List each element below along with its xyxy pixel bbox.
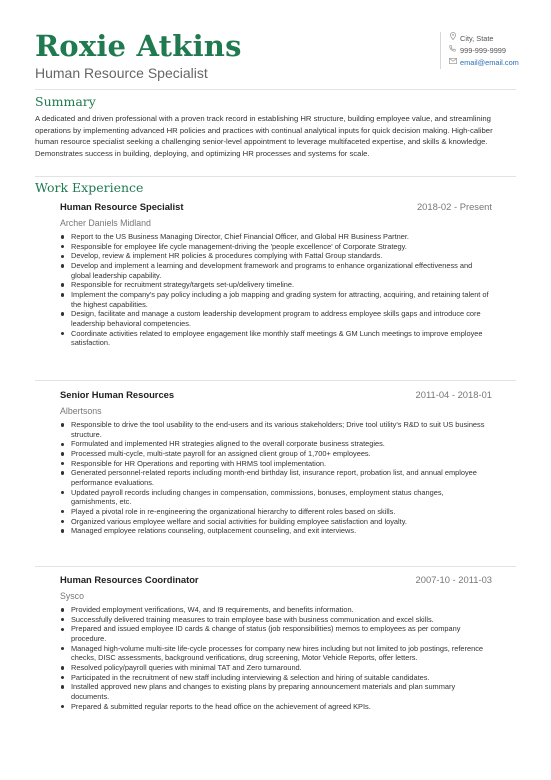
- resume-header: [35, 30, 415, 82]
- header-divider: [35, 89, 516, 90]
- company-name: Sysco: [60, 591, 84, 601]
- job-entry: [60, 201, 492, 348]
- job-header: [60, 389, 492, 400]
- job-dates: 2011-04 - 2018-01: [415, 389, 492, 400]
- bullet-item: Responsible to drive the tool usability to the end-users and its various stakeholders; Drive tool utility's R&D to suit US business structure.: [60, 420, 492, 439]
- summary-text: A dedicated and driven professional with a proven track record in establishing HR structure, building employee value, and streamlining operations by implementing advanced HR policies and practices with continual analytical inputs for quick decision making. High-caliber human resource specialist seeking a challenging senior-level appointment to leverage multifaceted expertise, and skills & knowledge. Demonstrates success in building, deploying, and optimizing HR processes and systems for scale.: [35, 114, 493, 158]
- bullet-item: Prepared & submitted regular reports to the head office on the achievement of agreed KPIs.: [60, 702, 492, 712]
- job-divider: [35, 566, 516, 567]
- bullet-item: Generated personnel-related reports including month-end birthday list, insurance report, probation list, and annual employee performance evaluations.: [60, 468, 492, 487]
- bullet-item: Report to the US Business Managing Director, Chief Financial Officer, and Global HR Business Partner.: [60, 232, 492, 242]
- job-bullets: [60, 420, 492, 536]
- contact-block: [440, 32, 551, 69]
- candidate-title: Human Resource Specialist: [35, 65, 208, 81]
- job-title: Senior Human Resources: [60, 389, 175, 400]
- bullet-item: Develop, review & implement HR policies & procedures complying with Fattal Group standards.: [60, 251, 492, 261]
- job-entry: [60, 389, 492, 536]
- company-name: Albertsons: [60, 406, 102, 416]
- bullet-item: Coordinate activities related to employee engagement like monthly staff meetings & GM Lunch meetings to improve employee satisfaction.: [60, 329, 492, 348]
- bullet-item: Implement the company's pay policy including a job mapping and grading system for attracting, acquiring, and retaining talent of the highest capabilities.: [60, 290, 492, 309]
- job-header: [60, 574, 492, 585]
- bullet-item: Managed employee relations counseling, outplacement counseling, and exit interviews.: [60, 526, 492, 536]
- bullet-item: Organized various employee welfare and social activities for building employee satisfaction and loyalty.: [60, 517, 492, 527]
- bullet-item: Resolved policy/payroll queries with minimal TAT and Zero turnaround.: [60, 663, 492, 673]
- bullet-item: Prepared and issued employee ID cards & change of status (job responsibilities) memos to employees as per company procedure.: [60, 624, 492, 643]
- job-title: Human Resource Specialist: [60, 201, 184, 212]
- summary-divider: [35, 176, 516, 177]
- bullet-item: Processed multi-cycle, multi-state payroll for an assigned client group of 1,700+ employees.: [60, 449, 492, 459]
- bullet-item: Design, facilitate and manage a custom leadership development program to address employee skills gaps and introduce core leadership behavioral competencies.: [60, 309, 492, 328]
- bullet-item: Successfully delivered training measures to train employee base with business communication and excel skills.: [60, 615, 492, 625]
- experience-heading: Work Experience: [35, 180, 144, 195]
- summary-heading: Summary: [35, 94, 96, 109]
- contact-phone: [448, 45, 551, 57]
- bullet-item: Responsible for employee life cycle management-driving the 'people excellence' of Corporate Strategy.: [60, 242, 492, 252]
- bullet-item: Responsible for recruitment strategy/targets set-up/delivery timeline.: [60, 280, 492, 290]
- candidate-name: Roxie Atkins: [35, 29, 242, 63]
- job-title: Human Resources Coordinator: [60, 574, 199, 585]
- phone-text: 999-999-9999: [460, 46, 507, 55]
- bullet-item: Installed approved new plans and changes to existing plans by preparing announcement materials and plan summary documents.: [60, 682, 492, 701]
- bullet-item: Played a pivotal role in re-engineering the organizational hierarchy to different roles based on skills.: [60, 507, 492, 517]
- job-dates: 2007-10 - 2011-03: [415, 574, 492, 585]
- bullet-item: Formulated and implemented HR strategies aligned to the overall corporate business strategies.: [60, 439, 492, 449]
- contact-email[interactable]: [448, 57, 551, 69]
- bullet-item: Updated payroll records including changes in compensation, commissions, bonuses, employment status changes, garnishments, etc.: [60, 488, 492, 507]
- location-text: City, State: [460, 33, 494, 43]
- bullet-item: Participated in the recruitment of new staff including interviewing & selection and hiring of suitable candidates.: [60, 673, 492, 683]
- job-divider: [35, 380, 516, 381]
- job-entry: [60, 574, 492, 711]
- job-bullets: [60, 232, 492, 348]
- bullet-item: Develop and implement a learning and development framework and programs to enhance organizational effectiveness and global leadership capability.: [60, 261, 492, 280]
- job-dates: 2018-02 - Present: [416, 201, 492, 212]
- bullet-item: Responsible for HR Operations and reporting with HRMS tool implementation.: [60, 459, 492, 469]
- location-pin-icon: [448, 32, 457, 45]
- company-name: Archer Daniels Midland: [60, 218, 151, 228]
- bullet-item: Managed high-volume multi-site life-cycle processes for company new hires including but not limited to job postings, reference checks, DISC assessments, background verifications, drug screening, Motor Vehicle Reports, offer letters.: [60, 644, 492, 663]
- contact-location: [448, 32, 551, 45]
- job-bullets: [60, 605, 492, 711]
- job-header: [60, 201, 492, 212]
- phone-icon: [448, 45, 457, 57]
- bullet-item: Provided employment verifications, W4, and I9 requirements, and benefits information.: [60, 605, 492, 615]
- email-link[interactable]: email@email.com: [460, 58, 519, 67]
- email-icon: [448, 57, 457, 69]
